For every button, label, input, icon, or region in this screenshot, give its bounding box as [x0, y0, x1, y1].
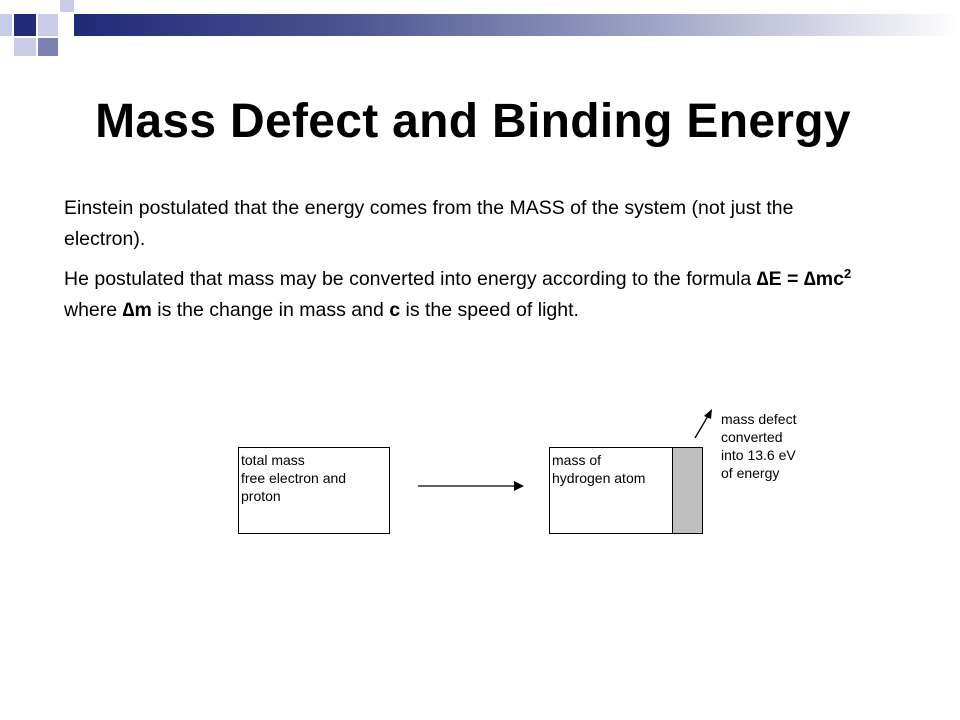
- formula-delta-mc: ∆mc: [803, 268, 844, 290]
- formula-intro-text: He postulated that mass may be converted into energy according to the formula: [64, 268, 757, 290]
- mass-defect-note-2: converted: [721, 429, 783, 445]
- mass-defect-note-4: of energy: [721, 465, 780, 481]
- formula-delta-m: ∆m: [122, 299, 152, 321]
- conversion-arrow-head: [514, 481, 524, 491]
- total-mass-label-1: total mass: [241, 452, 305, 468]
- mass-defect-note-3: into 13.6 eV: [721, 447, 796, 463]
- formula-where-text: where: [64, 299, 123, 321]
- total-mass-label-3: proton: [241, 488, 281, 504]
- hydrogen-mass-label-1: mass of: [552, 452, 602, 468]
- total-mass-label-2: free electron and: [241, 470, 347, 486]
- defect-pointer-line: [695, 416, 708, 438]
- formula-c: c: [389, 299, 401, 321]
- defect-pointer-head: [704, 409, 712, 419]
- formula-mid-text: is the change in mass and: [151, 299, 390, 321]
- mass-defect-note-1: mass defect: [721, 411, 797, 427]
- formula-end-text: is the speed of light.: [400, 299, 579, 321]
- paragraph-einstein: Einstein postulated that the energy comes from the MASS of the system (not just the electron).: [64, 197, 794, 250]
- formula-delta-e: ∆E =: [756, 268, 804, 290]
- hydrogen-mass-label-2: hydrogen atom: [552, 470, 646, 486]
- slide-title: Mass Defect and Binding Energy: [95, 95, 851, 148]
- formula-exponent: 2: [843, 266, 852, 281]
